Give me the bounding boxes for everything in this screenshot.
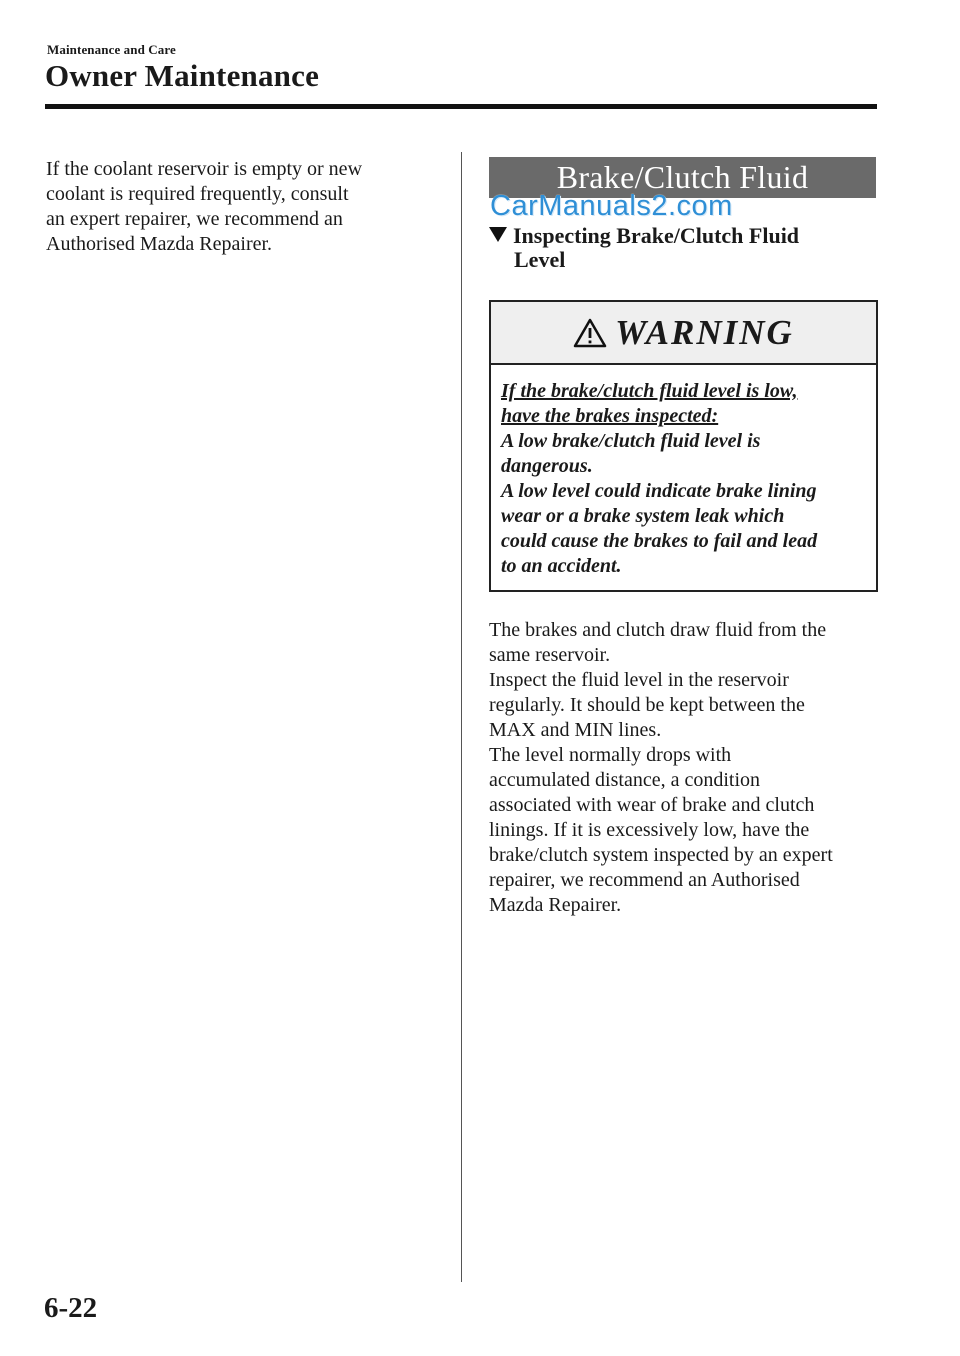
text-line: The level normally drops with: [489, 744, 732, 766]
watermark: CarManuals2.com: [490, 190, 733, 222]
warning-line: A low level could indicate brake lining: [501, 480, 817, 502]
text-line: accumulated distance, a condition: [489, 769, 761, 791]
header-rule: [45, 104, 877, 109]
warning-line: dangerous.: [501, 455, 593, 477]
column-divider: [461, 152, 462, 1282]
warning-header: [491, 302, 876, 365]
text-line: Mazda Repairer.: [489, 894, 622, 916]
section-banner: Brake/Clutch Fluid: [489, 157, 876, 198]
warning-line: could cause the brakes to fail and lead: [501, 530, 818, 552]
warning-box: [489, 300, 878, 592]
text-line: associated with wear of brake and clutch: [489, 794, 815, 816]
page-number: 6-22: [44, 1292, 98, 1324]
text-line: If the coolant reservoir is empty or new: [46, 158, 363, 180]
chapter-title: Owner Maintenance: [45, 58, 320, 93]
sub-heading: [489, 224, 869, 272]
sub-heading-line: Level: [514, 247, 566, 272]
text-line: linings. If it is excessively low, have the: [489, 819, 810, 841]
warning-line: have the brakes inspected:: [501, 405, 719, 427]
text-line: MAX and MIN lines.: [489, 719, 662, 741]
text-line: coolant is required frequently, consult: [46, 183, 349, 205]
text-line: Authorised Mazda Repairer.: [46, 233, 273, 255]
triangle-bullet-icon: [489, 227, 507, 242]
right-body-text: [489, 618, 879, 918]
text-line: Inspect the fluid level in the reservoir: [489, 669, 789, 691]
text-line: regularly. It should be kept between the: [489, 694, 805, 716]
warning-body: [491, 365, 876, 579]
warning-triangle-icon: [573, 318, 607, 348]
text-line: repairer, we recommend an Authorised: [489, 869, 800, 891]
text-line: same reservoir.: [489, 644, 611, 666]
section-label: Maintenance and Care: [47, 42, 176, 57]
warning-line: wear or a brake system leak which: [501, 505, 785, 527]
warning-line: to an accident.: [501, 555, 622, 577]
text-line: an expert repairer, we recommend an: [46, 208, 343, 230]
left-column: [46, 157, 418, 257]
text-line: brake/clutch system inspected by an expert: [489, 844, 833, 866]
warning-line: If the brake/clutch fluid level is low,: [501, 380, 798, 402]
sub-heading-line: Inspecting Brake/Clutch Fluid: [513, 223, 800, 248]
warning-title: WARNING: [615, 312, 794, 352]
text-line: The brakes and clutch draw fluid from the: [489, 619, 827, 641]
warning-line: A low brake/clutch fluid level is: [501, 430, 761, 452]
